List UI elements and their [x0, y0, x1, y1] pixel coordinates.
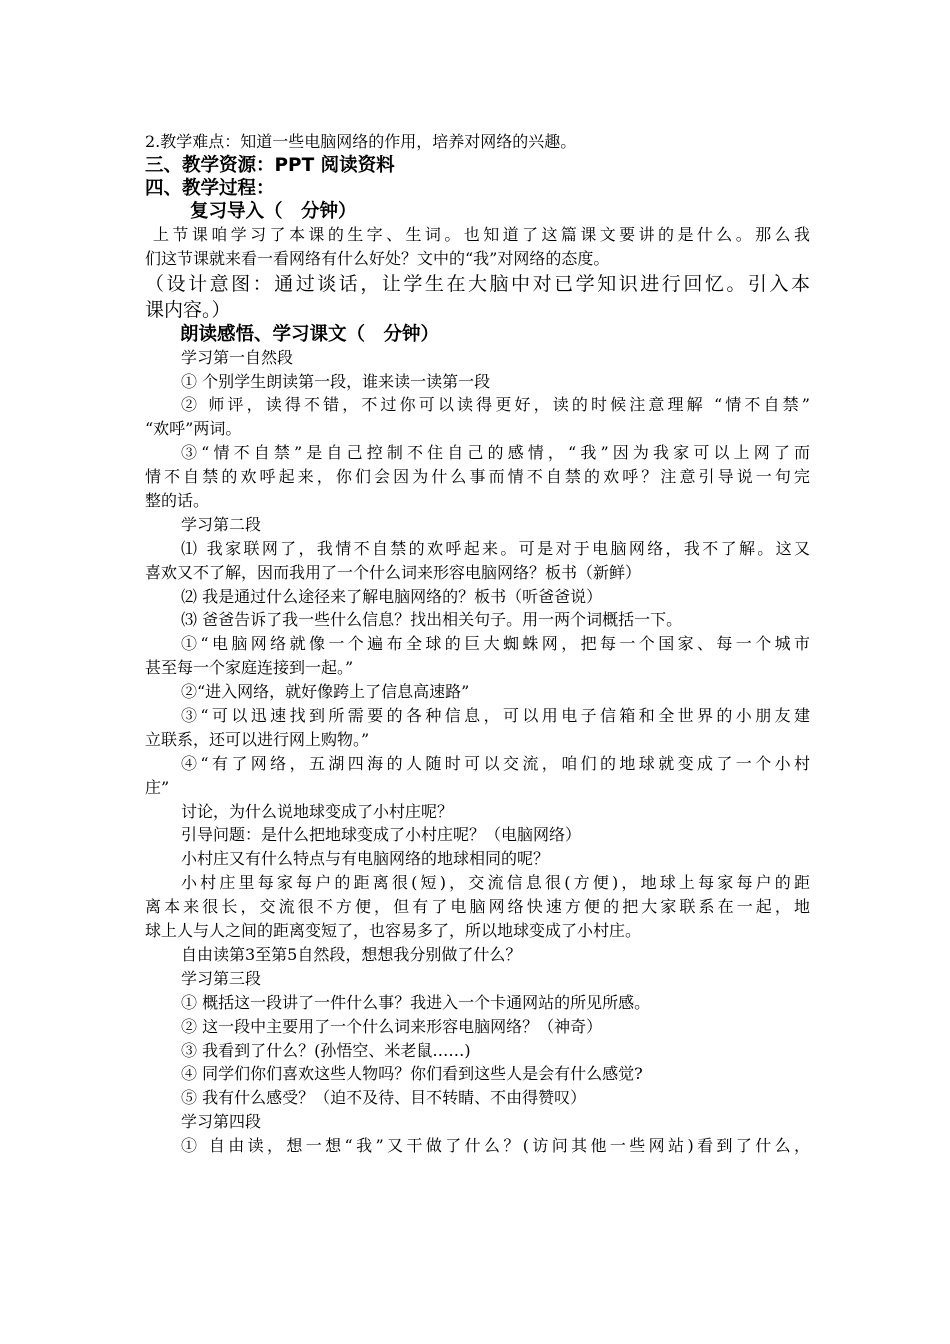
design-intent-line: 课内容。）	[145, 298, 231, 321]
question-item: ⑵ 我是通过什么途径来了解电脑网络的？板书（听爸爸说）	[181, 586, 603, 606]
free-reading-line: 自由读第3至第5自然段，想想我分别做了什么？	[181, 944, 522, 964]
answer-item-continuation: 甚至每一个家庭连接到一起。”	[145, 658, 354, 678]
review-paragraph-line: 上节课咱学习了本课的生字、生词。也知道了这篇课文要讲的是什么。那么我	[153, 224, 810, 244]
process-heading: 四、教学过程：	[145, 177, 275, 199]
guide-question-line: 引导问题：是什么把地球变成了小村庄呢？（电脑网络）	[181, 825, 582, 845]
list-item: ③ 我看到了什么？(孙悟空、米老鼠……)	[181, 1040, 471, 1060]
list-item: ① 概括这一段讲了一件什么事？我进入一个卡通网站的所见所感。	[181, 992, 651, 1012]
teaching-difficulty: 2.教学难点：知道一些电脑网络的作用，培养对网络的兴趣。	[145, 132, 577, 151]
paragraph1-title: 学习第一自然段	[181, 347, 294, 367]
answer-item: ④“有了网络，五湖四海的人随时可以交流，咱们的地球就变成了一个小村	[181, 753, 810, 773]
review-section-heading: 复习导入（ 分钟）	[190, 200, 357, 222]
list-item: ③“情不自禁”是自己控制不住自己的感情，“我”因为我家可以上网了而	[181, 443, 810, 463]
question-item-continuation: 喜欢又不了解，因而我用了一个什么词来形容电脑网络？板书（新鲜）	[145, 562, 642, 582]
paragraph4-title: 学习第四段	[181, 1112, 262, 1132]
paragraph2-title: 学习第二段	[181, 514, 262, 534]
question-item: ⑴ 我家联网了，我情不自禁的欢呼起来。可是对于电脑网络，我不了解。这又	[181, 538, 810, 558]
answer-item: ②“进入网络，就好像跨上了信息高速路”	[181, 682, 470, 702]
reading-section-heading: 朗读感悟、学习课文（ 分钟）	[180, 323, 440, 345]
review-paragraph-line: 们这节课就来看一看网络有什么好处？文中的“我”对网络的态度。	[145, 248, 610, 268]
discussion-line: 讨论，为什么说地球变成了小村庄呢？	[181, 801, 454, 821]
village-question-line: 小村庄又有什么特点与有电脑网络的地球相同的呢？	[181, 849, 550, 869]
question-item: ⑶ 爸爸告诉了我一些什么信息？找出相关句子。用一两个词概括一下。	[181, 610, 683, 630]
list-item: ① 自由读，想一想“我”又干做了什么？(访问其他一些网站)看到了什么，	[181, 1136, 810, 1156]
village-answer-line: 离本来很长，交流很不方便，但有了电脑网络快速方便的把大家联系在一起，地	[145, 897, 810, 917]
list-item: ① 个别学生朗读第一段，谁来读一读第一段	[181, 371, 491, 391]
village-answer-line: 球上人与人之间的距离变短了，也容易多了，所以地球变成了小村庄。	[145, 921, 642, 941]
paragraph3-title: 学习第三段	[181, 968, 262, 988]
list-item: ⑤ 我有什么感受？（迫不及待、目不转睛、不由得赞叹）	[181, 1088, 587, 1108]
list-item: ② 这一段中主要用了一个什么词来形容电脑网络？（神奇）	[181, 1016, 603, 1036]
document-body	[145, 130, 810, 1158]
answer-item-continuation: 立联系，还可以进行网上购物。”	[145, 729, 370, 749]
answer-item: ①“电脑网络就像一个遍布全球的巨大蜘蛛网，把每一个国家、每一个城市	[181, 634, 810, 654]
design-intent-line: （设计意图：通过谈话，让学生在大脑中对已学知识进行回忆。引入本	[145, 272, 810, 295]
list-item: ② 师评，读得不错，不过你可以读得更好，读的时候注意理解 “情不自禁”	[181, 395, 810, 415]
list-item-continuation: 情不自禁的欢呼起来，你们会因为什么事而情不自禁的欢呼？注意引导说一句完	[145, 467, 810, 487]
list-item-continuation: “欢呼”两词。	[145, 419, 242, 439]
answer-item-continuation: 庄”	[145, 777, 170, 797]
answer-item: ③“可以迅速找到所需要的各种信息，可以用电子信箱和全世界的小朋友建	[181, 706, 810, 726]
list-item-continuation: 整的话。	[145, 491, 210, 511]
resources-heading: 三、教学资源：PPT 阅读资料	[145, 154, 395, 176]
village-answer-line: 小村庄里每家每户的距离很(短)，交流信息很(方便)，地球上每家每户的距	[181, 873, 810, 893]
list-item: ④ 同学们你们喜欢这些人物吗？你们看到这些人是会有什么感觉?	[181, 1064, 643, 1084]
